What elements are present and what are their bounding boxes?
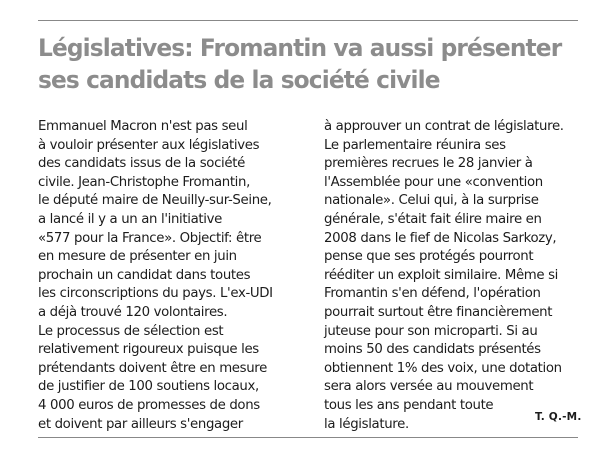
article-body-left-column	[38, 118, 310, 434]
body-text-line: Emmanuel Macron n'est pas seul	[38, 119, 248, 134]
body-text-line: et doivent par ailleurs s'engager	[38, 416, 243, 432]
headline-line-2: ses candidats de la société civile	[38, 66, 440, 94]
body-text-line: Le processus de sélection est	[38, 323, 224, 339]
body-text-line: en mesure de présenter en juin	[38, 249, 237, 265]
article-headline	[38, 32, 567, 96]
body-text-line: nationale». Celui qui, à la surprise	[324, 193, 539, 209]
article-body-right-column	[324, 118, 586, 434]
body-text-line: a déjà trouvé 120 volontaires.	[38, 304, 228, 320]
body-text-line: a lancé il y a un an l'initiative	[38, 211, 222, 227]
body-text-line: à approuver un contrat de législature.	[324, 119, 564, 134]
body-text-line: premières recrues le 28 janvier à	[324, 156, 533, 172]
body-text-line: pourrait surtout être financièrement	[324, 304, 553, 320]
headline-line-1: Législatives: Fromantin va aussi présenter	[38, 34, 562, 62]
bottom-divider	[38, 437, 578, 438]
body-text-line: les circonscriptions du pays. L'ex-UDI	[38, 286, 273, 302]
body-text-line: moins 50 des candidats présentés	[324, 342, 541, 358]
body-text-line: à vouloir présenter aux législatives	[38, 137, 260, 153]
body-text-line: l'Assemblée pour une «convention	[324, 174, 543, 190]
body-text-line: civile. Jean-Christophe Fromantin,	[38, 174, 250, 190]
body-text-line: le député maire de Neuilly-sur-Seine,	[38, 193, 272, 209]
body-text-line: prétendants doivent être en mesure	[38, 360, 267, 376]
body-text-line: Fromantin s'en défend, l'opération	[324, 286, 541, 302]
body-text-line: juteuse pour son microparti. Si au	[324, 323, 538, 339]
body-text-line: des candidats issus de la société	[38, 156, 245, 172]
body-text-line: Le parlementaire réunira ses	[324, 137, 506, 153]
body-text-line: relativement rigoureux puisque les	[38, 342, 259, 358]
body-text-line: prochain un candidat dans toutes	[38, 267, 251, 283]
body-text-line: sera alors versée au mouvement	[324, 379, 534, 395]
body-text-line: la législature.	[324, 416, 409, 432]
body-text-line: «577 pour la France». Objectif: être	[38, 230, 262, 246]
body-text-line: tous les ans pendant toute	[324, 397, 494, 413]
top-divider	[38, 20, 578, 21]
body-text-line: obtiennent 1% des voix, une dotation	[324, 360, 562, 376]
author-signature: T. Q.-M.	[535, 411, 582, 423]
body-text-line: 2008 dans le fief de Nicolas Sarkozy,	[324, 230, 557, 246]
body-text-line: 4 000 euros de promesses de dons	[38, 397, 260, 413]
body-text-line: de justifier de 100 soutiens locaux,	[38, 379, 259, 395]
body-text-line: rééditer un exploit similaire. Même si	[324, 267, 559, 283]
body-text-line: générale, s'était fait élire maire en	[324, 211, 542, 227]
body-text-line: pense que ses protégés pourront	[324, 249, 534, 265]
